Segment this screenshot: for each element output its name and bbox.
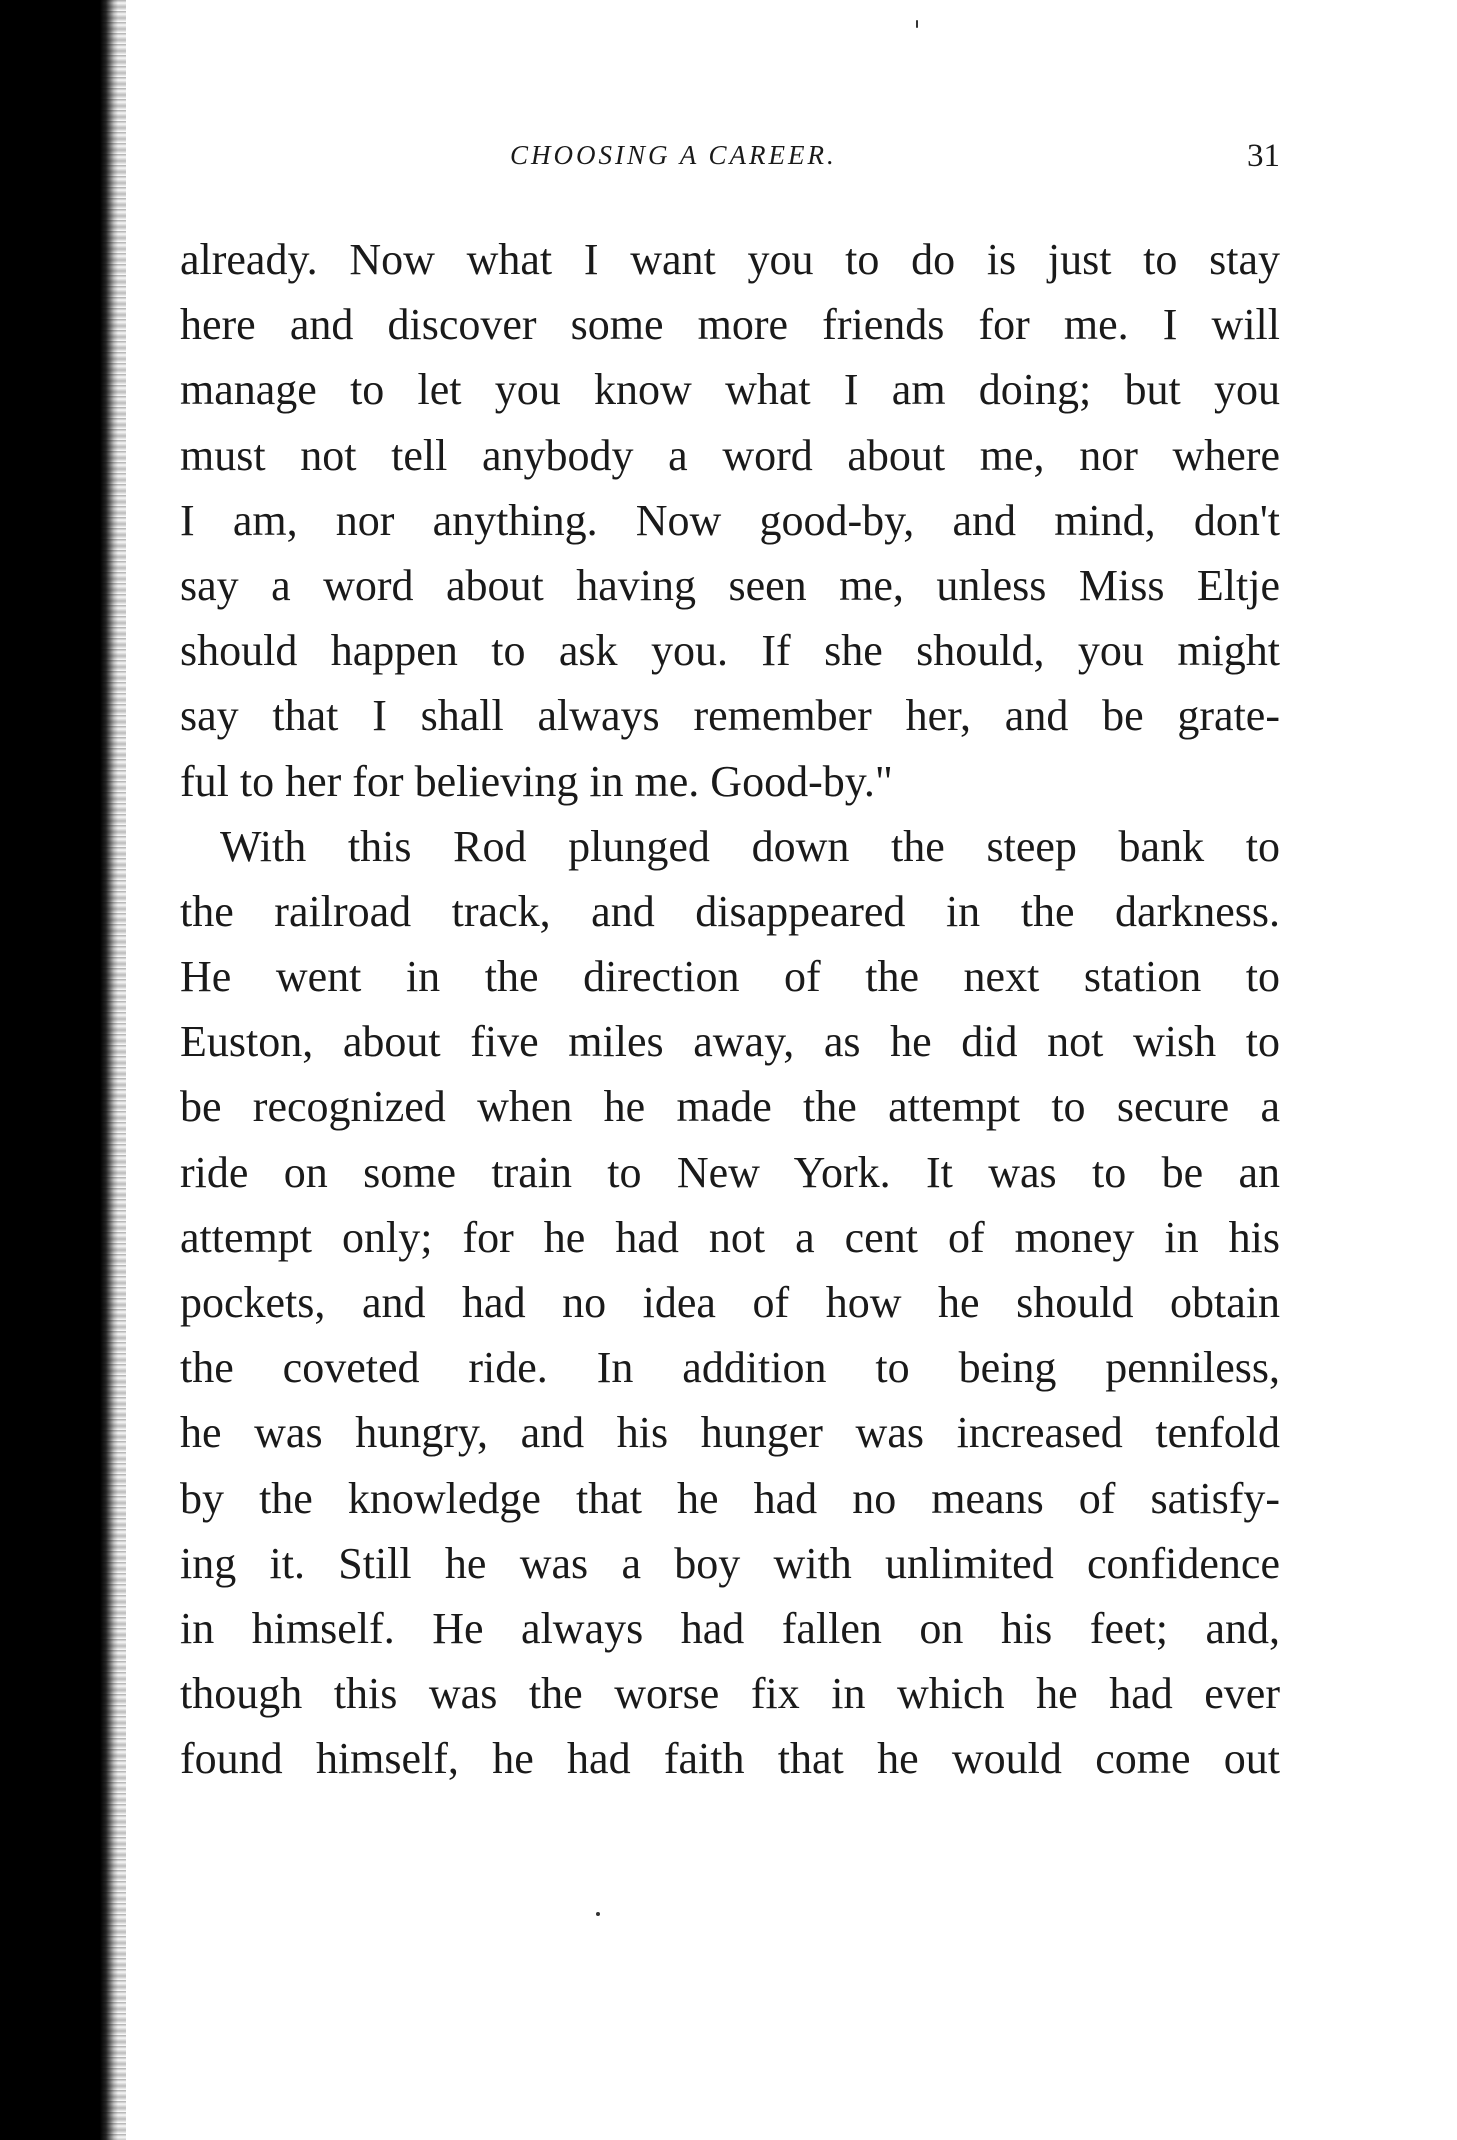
text-line: should happen to ask you. If she should, you might (180, 626, 1280, 676)
text-line: here and discover some more friends for me. I will (180, 300, 1280, 350)
text-line: in himself. He always had fallen on his feet; and, (180, 1603, 1280, 1653)
running-title: CHOOSING A CAREER. (510, 140, 837, 170)
text-line: attempt only; for he had not a cent of money in his (180, 1212, 1280, 1262)
scan-speck (596, 1912, 600, 1916)
text-line: found himself, he had faith that he would come out (180, 1734, 1280, 1784)
text-line: he was hungry, and his hunger was increased tenfold (180, 1408, 1280, 1458)
text-line: pockets, and had no idea of how he should obtain (180, 1278, 1280, 1327)
binding-shadow (100, 0, 126, 2140)
text-line: the railroad track, and disappeared in the darkness. (180, 886, 1280, 936)
text-line: manage to let you know what I am doing; but you (180, 365, 1280, 415)
text-line: ful to her for believing in me. Good-by." (180, 756, 893, 806)
running-head (180, 140, 1280, 180)
scan-speck (916, 20, 918, 28)
text-line: say that I shall always remember her, and be grate- (180, 691, 1280, 741)
text-line: ing it. Still he was a boy with unlimited confidence (180, 1538, 1280, 1588)
text-line: by the knowledge that he had no means of satisfy- (180, 1473, 1280, 1523)
body-text (180, 227, 1280, 1792)
text-line: ride on some train to New York. It was to be an (180, 1147, 1280, 1197)
paragraph-first-line: With this Rod plunged down the steep bank to (220, 821, 1280, 871)
text-line: He went in the direction of the next station to (180, 952, 1280, 1002)
text-line: I am, nor anything. Now good-by, and mind, don't (180, 495, 1280, 545)
text-line: be recognized when he made the attempt to secure a (180, 1082, 1280, 1132)
text-line: though this was the worse fix in which he had ever (180, 1669, 1280, 1719)
text-line: must not tell anybody a word about me, nor where (180, 430, 1280, 480)
text-line: already. Now what I want you to do is just to stay (180, 235, 1280, 284)
text-line: say a word about having seen me, unless Miss Eltje (180, 560, 1280, 610)
page-number: 31 (1247, 138, 1280, 174)
text-line: Euston, about five miles away, as he did not wish to (180, 1017, 1280, 1067)
text-line: the coveted ride. In addition to being penniless, (180, 1343, 1280, 1393)
